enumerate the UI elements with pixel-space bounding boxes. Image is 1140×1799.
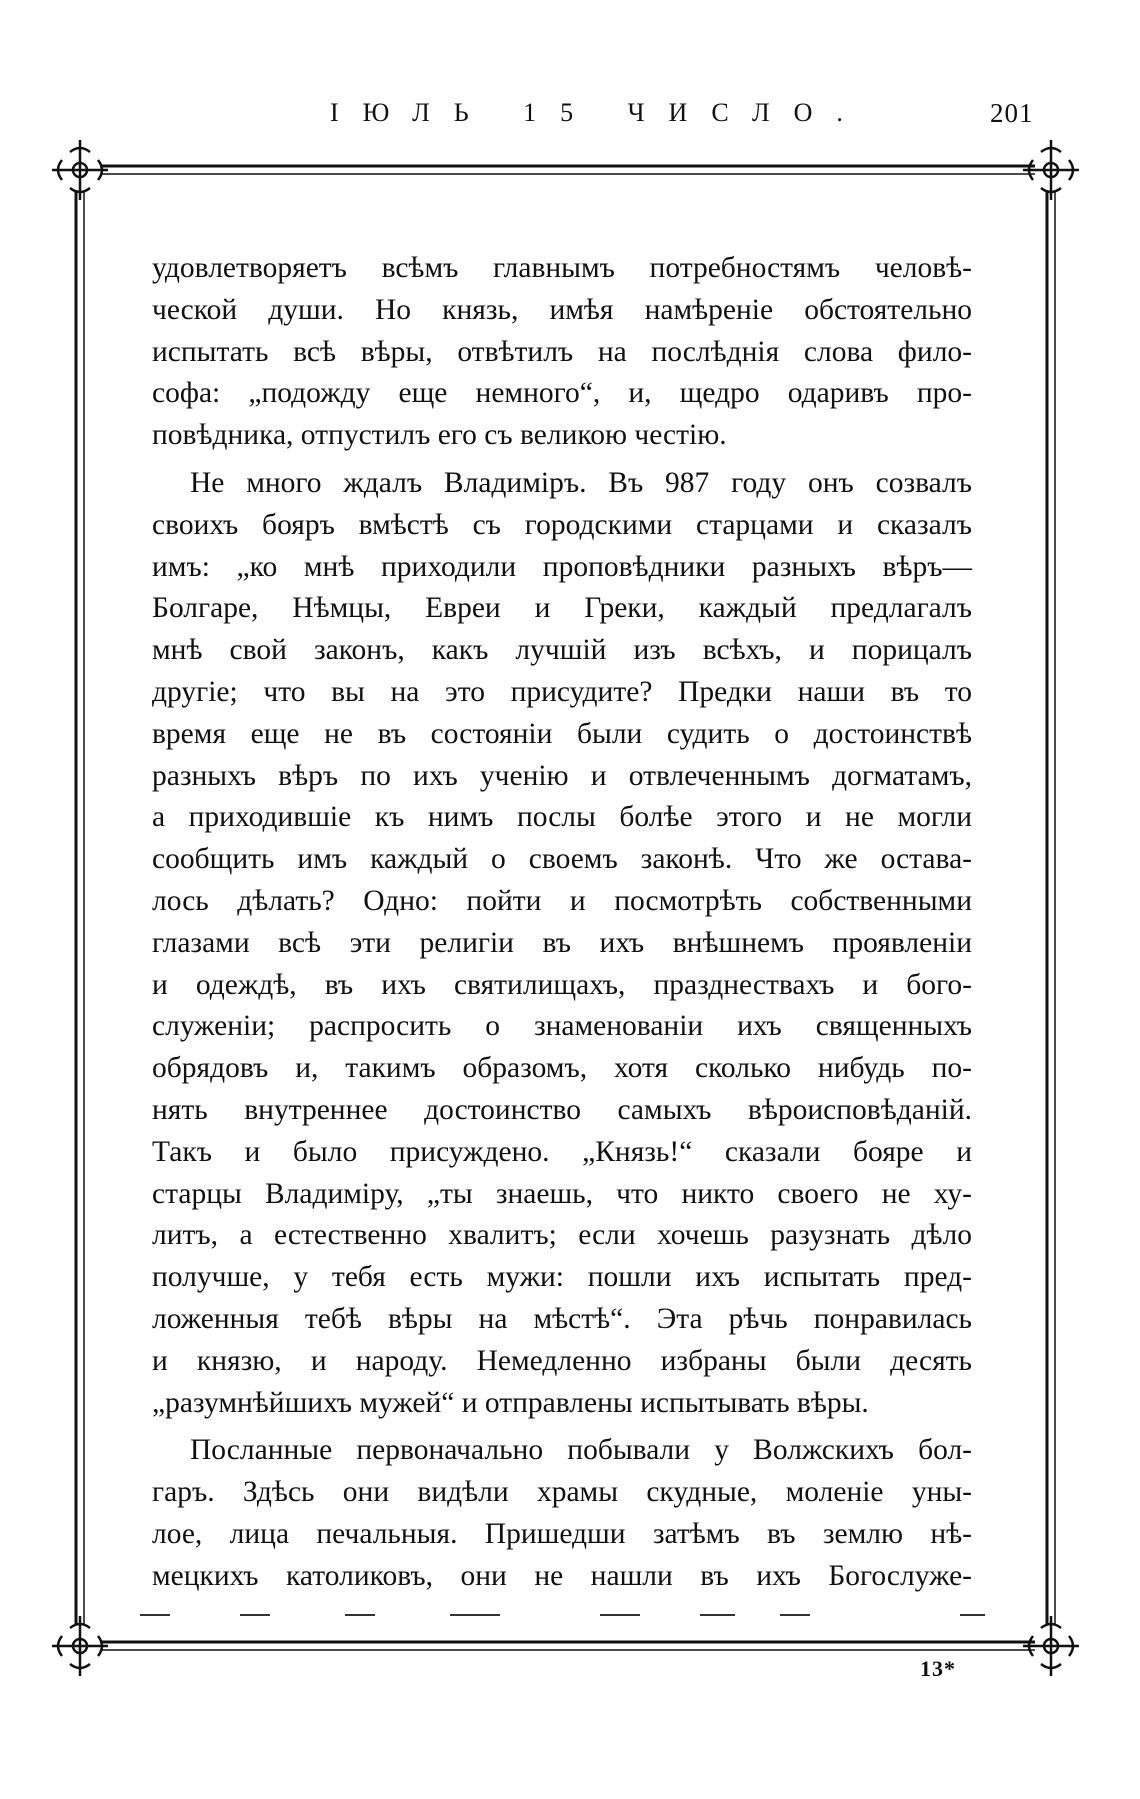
text-line: разныхъ вѣръ по ихъ ученію и отвлеченнымъ догматамъ,	[152, 759, 972, 792]
text-line: получше, у тебя есть мужи: пошли ихъ испытать пред-	[152, 1261, 972, 1294]
text-line: а приходившіе къ нимъ послы болѣе этого и не могли	[152, 801, 972, 834]
corner-ornament-bottom-left	[52, 1616, 108, 1676]
text-line: повѣдника, отпустилъ его съ великою честію.	[152, 419, 727, 452]
text-line: мецкихъ католиковъ, они не нашли въ ихъ Богослуже-	[152, 1559, 972, 1592]
text-line: Посланные первоначально побывали у Волжскихъ бол-	[190, 1434, 972, 1467]
body-text	[152, 248, 972, 1598]
running-title: ІЮЛЬ 15 ЧИСЛО.	[330, 98, 867, 127]
text-line: служеніи; распросить о знаменованіи ихъ священныхъ	[152, 1010, 972, 1043]
page-number: 201	[990, 98, 1034, 128]
text-line: софа: „подожду еще немного“, и, щедро одаривъ про-	[152, 377, 972, 410]
text-line: имъ: „ко мнѣ приходили проповѣдники разныхъ вѣръ—	[152, 550, 972, 583]
corner-ornament-bottom-right	[1023, 1616, 1079, 1676]
text-line: Не много ждалъ Владиміръ. Въ 987 году онъ созвалъ	[190, 466, 972, 499]
text-line: и князю, и народу. Немедленно избраны были десять	[152, 1344, 972, 1377]
text-line: Такъ и было присуждено. „Князь!“ сказали бояре и	[152, 1135, 972, 1168]
corner-ornament-top-left	[52, 140, 108, 200]
text-line: глазами всѣ эти религіи въ ихъ внѣшнемъ проявленіи	[152, 926, 972, 959]
text-line: „разумнѣйшихъ мужей“ и отправлены испытывать вѣры.	[152, 1386, 869, 1419]
text-line: ческой души. Но князь, имѣя намѣреніе обстоятельно	[152, 293, 972, 326]
signature-mark: 13*	[920, 1656, 956, 1681]
text-line: мнѣ свой законъ, какъ лучшій изъ всѣхъ, и порицалъ	[152, 634, 972, 667]
corner-ornament-top-right	[1023, 140, 1079, 200]
text-line: лое, лица печальныя. Пришедши затѣмъ въ землю нѣ-	[152, 1517, 972, 1550]
paragraph-1	[152, 248, 972, 457]
text-line: испытать всѣ вѣры, отвѣтилъ на послѣднія слова фило-	[152, 335, 972, 368]
text-line: ложенныя тебѣ вѣры на мѣстѣ“. Эта рѣчь понравилась	[152, 1302, 972, 1335]
text-line: другіе; что вы на это присудите? Предки наши въ то	[152, 675, 972, 708]
paragraph-2	[152, 463, 972, 1424]
text-line: обрядовъ и, такимъ образомъ, хотя сколько нибудь по-	[152, 1052, 972, 1085]
text-line: гаръ. Здѣсь они видѣли храмы скудные, моленіе уны-	[152, 1476, 972, 1509]
text-line: сообщить имъ каждый о своемъ законѣ. Что же остава-	[152, 843, 972, 876]
text-line: удовлетворяетъ всѣмъ главнымъ потребностямъ человѣ-	[152, 252, 972, 284]
text-line: нять внутреннее достоинство самыхъ вѣроисповѣданій.	[152, 1093, 972, 1126]
text-line: время еще не въ состояніи были судить о достоинствѣ	[152, 717, 972, 750]
text-line: и одеждѣ, въ ихъ святилищахъ, празднествахъ и бого-	[152, 968, 972, 1001]
text-line: литъ, а естественно хвалитъ; если хочешь разузнать дѣло	[152, 1219, 972, 1252]
text-line: Болгаре, Нѣмцы, Евреи и Греки, каждый предлагалъ	[152, 592, 972, 625]
paragraph-3	[152, 1430, 972, 1597]
text-line: старцы Владиміру, „ты знаешь, что никто своего не ху-	[152, 1177, 972, 1210]
text-line: своихъ бояръ вмѣстѣ съ городскими старцами и сказалъ	[152, 508, 972, 541]
text-line: лось дѣлать? Одно: пойти и посмотрѣть собственными	[152, 884, 972, 917]
